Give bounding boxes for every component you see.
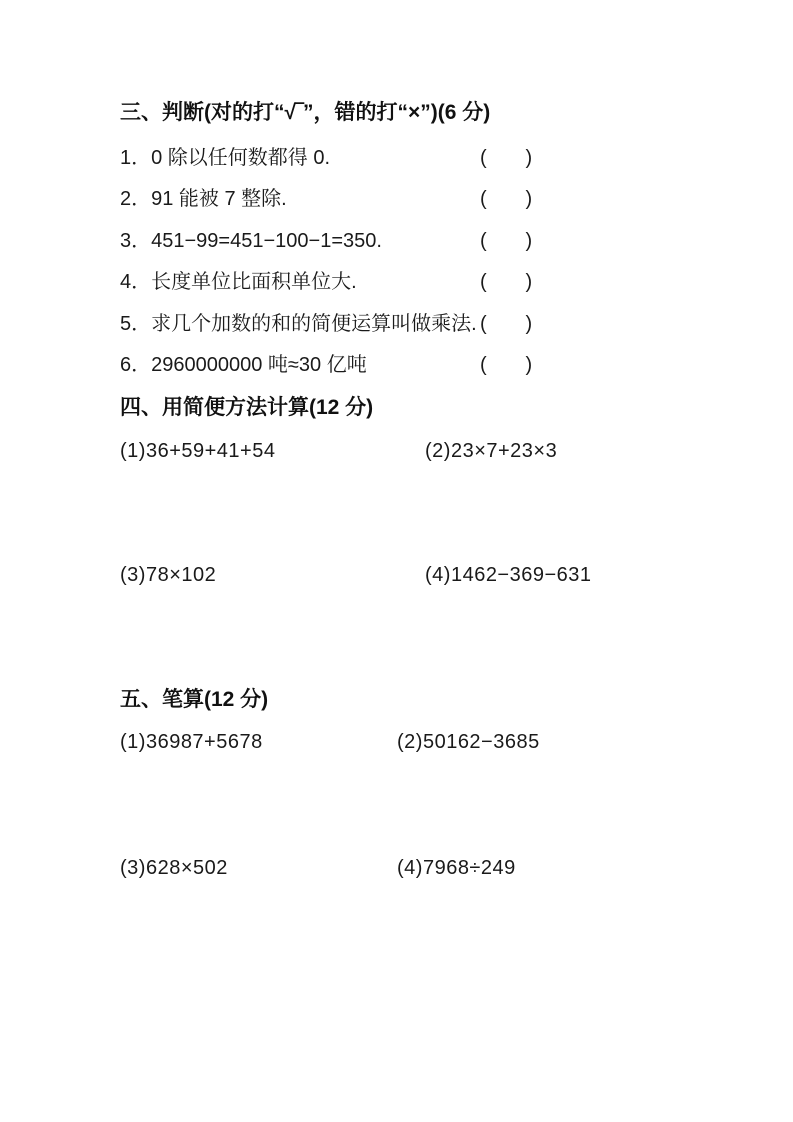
judge-item xyxy=(120,303,713,345)
judge-section xyxy=(120,101,713,386)
answer-blank: ( ) xyxy=(480,271,533,294)
judge-item-text: 6．2960000000 吨≈30 亿吨 xyxy=(120,354,367,377)
simple-calc-section xyxy=(120,396,713,587)
calc-problem: (3)78×102 xyxy=(120,564,217,586)
simple-calc-grid xyxy=(120,439,713,587)
judge-list xyxy=(120,137,713,386)
answer-blank: ( ) xyxy=(480,354,533,377)
judge-item xyxy=(120,262,713,304)
judge-section-heading: 三、判断(对的打“√‾”，错的打“×”)(6 分) xyxy=(120,101,491,124)
written-calc-grid xyxy=(120,730,713,880)
judge-item-text: 3．451−99=451−100−1=350. xyxy=(120,229,382,252)
judge-item-text: 5．求几个加数的和的简便运算叫做乘法. xyxy=(120,312,477,335)
calc-problem: (2)23×7+23×3 xyxy=(425,440,558,462)
judge-item xyxy=(120,345,713,387)
calc-problem: (1)36+59+41+54 xyxy=(120,440,276,462)
judge-item-text: 4．长度单位比面积单位大. xyxy=(120,271,357,294)
simple-calc-heading: 四、用简便方法计算(12 分) xyxy=(120,396,374,419)
answer-blank: ( ) xyxy=(480,188,533,211)
calc-problem: (4)7968÷249 xyxy=(397,857,516,879)
judge-item-text: 1．0 除以任何数都得 0. xyxy=(120,146,331,169)
answer-blank: ( ) xyxy=(480,229,533,252)
answer-blank: ( ) xyxy=(480,146,533,169)
answer-blank: ( ) xyxy=(480,312,533,335)
calc-problem: (3)628×502 xyxy=(120,857,228,879)
written-calc-heading: 五、笔算(12 分) xyxy=(120,688,269,711)
calc-problem: (4)1462−369−631 xyxy=(425,564,592,586)
judge-item xyxy=(120,137,713,179)
judge-item-text: 2．91 能被 7 整除. xyxy=(120,188,287,211)
written-calc-section xyxy=(120,688,713,880)
calc-problem: (2)50162−3685 xyxy=(397,731,540,753)
calc-problem: (1)36987+5678 xyxy=(120,731,263,753)
judge-item xyxy=(120,179,713,221)
judge-item xyxy=(120,220,713,262)
